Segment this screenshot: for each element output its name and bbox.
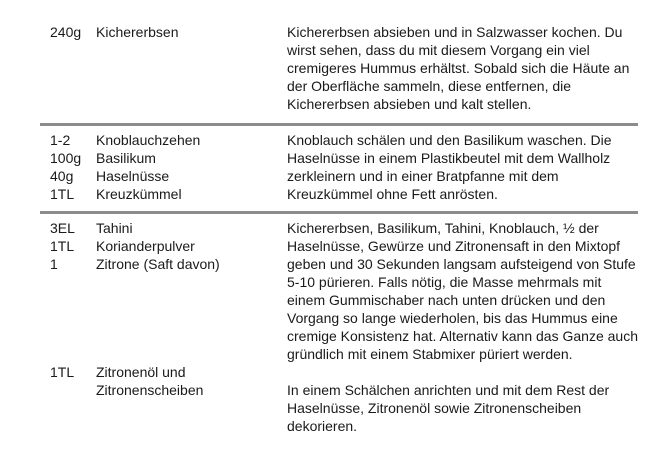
instruction-line: Vorgang so lange wiederholen, bis das Hummus eine — [287, 310, 618, 326]
ingredient-item — [50, 167, 287, 185]
ingredient-list — [40, 219, 287, 273]
instruction-line: Kreuzkümmel ohne Fett anrösten. — [287, 186, 498, 202]
recipe-step-1 — [40, 23, 638, 123]
recipe-step-3 — [40, 214, 638, 435]
ingredient-quantity: 1 — [50, 256, 58, 272]
ingredient-name: Zitronenöl und Zitronenscheiben — [96, 364, 204, 398]
instruction-line: einem Gummischaber nach unten drücken und den — [287, 292, 606, 308]
instruction-line: gründlich mit einem Stabmixer püriert werden. — [287, 346, 573, 362]
ingredient-item — [50, 237, 287, 255]
ingredient-item — [50, 255, 287, 273]
instruction-line: Haselnüsse, Gewürze und Zitronensaft in den Mixtopf — [287, 238, 621, 254]
instruction-text — [287, 23, 638, 113]
recipe-row — [40, 131, 638, 203]
instruction-line: der Oberfläche sammeln, diese entfernen, die — [287, 78, 572, 94]
instruction-line: cremige Konsistenz hat. Alternativ kann das Ganze auch — [287, 328, 638, 344]
instruction-line: Kichererbsen absieben und in Salzwasser kochen. Du — [287, 24, 623, 40]
ingredient-item — [50, 131, 287, 149]
ingredient-item — [50, 363, 287, 399]
instruction-line: Kichererbsen absieben und kalt stellen. — [287, 96, 532, 112]
ingredient-list — [40, 131, 287, 203]
recipe-row — [40, 219, 638, 363]
ingredient-name: Knoblauchzehen — [96, 132, 201, 148]
ingredient-quantity: 1TL — [50, 238, 75, 254]
instruction-line: In einem Schälchen anrichten und mit dem Rest der — [287, 382, 610, 398]
recipe-row — [40, 363, 638, 435]
instruction-line: zerkleinern und in einer Bratpfanne mit dem — [287, 168, 559, 184]
instruction-line: cremigeres Hummus erhältst. Sobald sich die Häute an — [287, 60, 630, 76]
instruction-line: Kichererbsen, Basilikum, Tahini, Knoblauch, ½ der — [287, 220, 599, 236]
ingredient-item — [50, 185, 287, 203]
instruction-line: Knoblauch schälen und den Basilikum waschen. Die — [287, 132, 612, 148]
instruction-line: wirst sehen, dass du mit diesem Vorgang ein viel — [287, 42, 590, 58]
ingredient-quantity: 1-2 — [50, 132, 71, 148]
instruction-text — [287, 381, 638, 435]
recipe-document — [40, 23, 638, 435]
ingredient-name: Kreuzkümmel — [96, 186, 182, 202]
ingredient-name: Zitrone (Saft davon) — [96, 256, 220, 272]
ingredient-name: Kichererbsen — [96, 24, 179, 40]
ingredient-list — [40, 23, 287, 41]
recipe-row — [40, 23, 638, 113]
instruction-line: dekorieren. — [287, 418, 358, 434]
ingredient-list — [40, 363, 287, 399]
ingredient-item — [50, 149, 287, 167]
ingredient-item — [50, 219, 287, 237]
ingredient-name: Haselnüsse — [96, 168, 170, 184]
instruction-line: Haselnüsse in einem Plastikbeutel mit dem Wallholz — [287, 150, 611, 166]
instruction-line: Haselnüsse, Zitronenöl sowie Zitronenscheiben — [287, 400, 582, 416]
ingredient-quantity: 1TL — [50, 364, 75, 380]
instruction-line: 5-10 pürieren. Falls nötig, die Masse mehrmals mit — [287, 274, 602, 290]
ingredient-name: Tahini — [96, 220, 133, 236]
ingredient-quantity: 3EL — [50, 220, 75, 236]
instruction-text — [287, 219, 638, 363]
instruction-line: geben und 30 Sekunden langsam aufsteigend von Stufe — [287, 256, 636, 272]
ingredient-quantity: 1TL — [50, 186, 75, 202]
instruction-text — [287, 131, 638, 203]
ingredient-quantity: 240g — [50, 24, 82, 40]
ingredient-name: Korianderpulver — [96, 238, 195, 254]
ingredient-quantity: 40g — [50, 168, 74, 184]
ingredient-quantity: 100g — [50, 150, 82, 166]
ingredient-item — [50, 23, 287, 41]
ingredient-name: Basilikum — [96, 150, 156, 166]
recipe-step-2 — [40, 126, 638, 211]
